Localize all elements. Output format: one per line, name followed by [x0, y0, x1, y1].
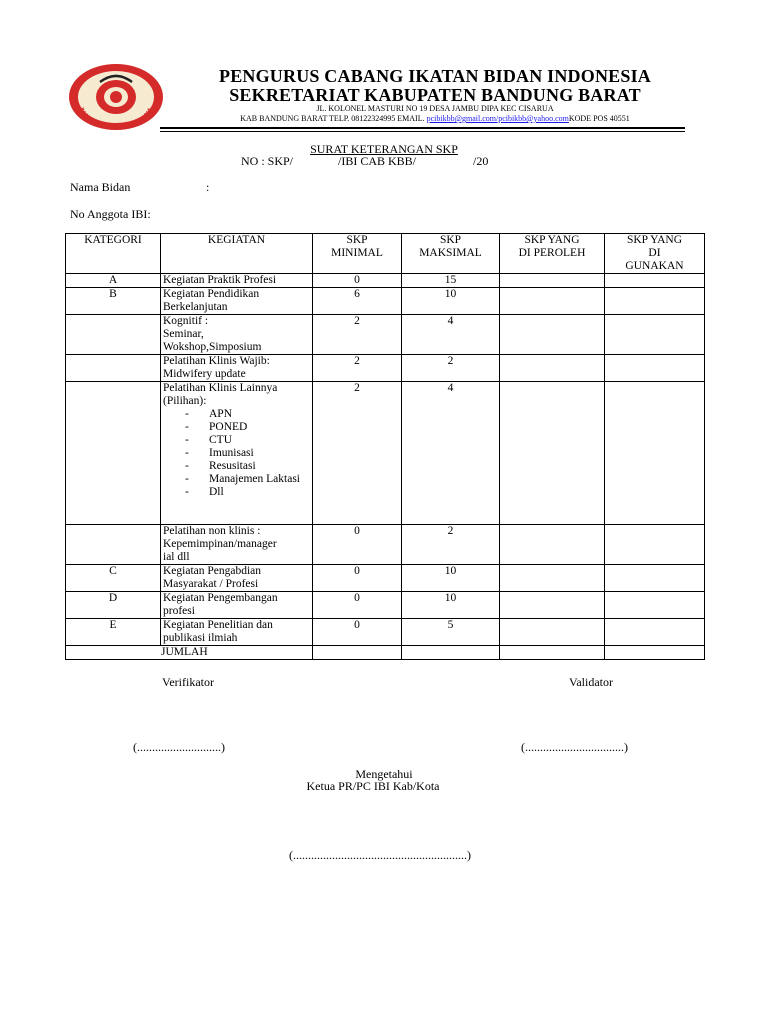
total-digunakan[interactable] — [605, 646, 705, 660]
document-number-year: /20 — [473, 154, 489, 168]
header-kegiatan: KEGIATAN — [161, 234, 313, 274]
cell-diperoleh[interactable] — [500, 274, 605, 288]
cell-digunakan[interactable] — [605, 382, 705, 525]
list-item: - CTU — [185, 434, 310, 447]
cell-kategori — [66, 382, 161, 525]
cell-minimal: 2 — [313, 382, 402, 525]
logo-ring-text: IKATAN BIDAN INDONESIA — [77, 106, 155, 132]
cell-kategori — [66, 525, 161, 565]
cell-kategori: C — [66, 565, 161, 592]
pilihan-list — [163, 408, 310, 499]
nama-bidan-colon: : — [206, 180, 210, 194]
cell-digunakan[interactable] — [605, 355, 705, 382]
verifikator-label: Verifikator — [162, 675, 214, 689]
header-rule-thick — [160, 127, 685, 129]
org-name-line1: PENGURUS CABANG IKATAN BIDAN INDONESIA — [219, 66, 651, 86]
cell-diperoleh[interactable] — [500, 382, 605, 525]
ibi-logo — [66, 62, 166, 132]
cell-minimal: 0 — [313, 274, 402, 288]
table-row — [66, 525, 705, 565]
nama-bidan-label: Nama Bidan — [70, 180, 131, 194]
total-row — [66, 646, 705, 660]
validator-label: Validator — [569, 675, 613, 689]
cell-maksimal: 4 — [402, 315, 500, 355]
cell-digunakan[interactable] — [605, 619, 705, 646]
cell-maksimal: 10 — [402, 592, 500, 619]
total-minimal — [313, 646, 402, 660]
cell-diperoleh[interactable] — [500, 315, 605, 355]
cell-kategori — [66, 355, 161, 382]
address-line2 — [170, 114, 700, 123]
header-kategori: KATEGORI — [66, 234, 161, 274]
table-row — [66, 619, 705, 646]
total-maksimal — [402, 646, 500, 660]
postal-code: KODE POS 40551 — [568, 114, 630, 123]
cell-kategori: A — [66, 274, 161, 288]
cell-kegiatan: Kegiatan Pengabdian Masyarakat / Profesi — [161, 565, 313, 592]
cell-digunakan[interactable] — [605, 565, 705, 592]
list-item: - Dll — [185, 486, 310, 499]
cell-kegiatan: Kegiatan Praktik Profesi — [161, 274, 313, 288]
table-row — [66, 382, 705, 525]
email-link[interactable]: pcibikbb@gmail.com/pcibikbb@yahoo.com — [426, 114, 569, 123]
table-row — [66, 288, 705, 315]
cell-kategori — [66, 315, 161, 355]
cell-maksimal: 4 — [402, 382, 500, 525]
address-contact: KAB BANDUNG BARAT TELP. 08122324995 EMAIL. — [240, 114, 427, 123]
cell-minimal: 0 — [313, 619, 402, 646]
cell-maksimal: 2 — [402, 355, 500, 382]
skp-table — [65, 233, 705, 660]
total-label: JUMLAH — [66, 646, 313, 660]
ketua-label: Ketua PR/PC IBI Kab/Kota — [306, 779, 440, 793]
list-item: - APN — [185, 408, 310, 421]
cell-kegiatan: Kegiatan Pengembangan profesi — [161, 592, 313, 619]
document-title: SURAT KETERANGAN SKP — [310, 142, 458, 156]
table-row — [66, 592, 705, 619]
cell-maksimal: 2 — [402, 525, 500, 565]
cell-minimal: 0 — [313, 565, 402, 592]
header-skp-maksimal: SKP MAKSIMAL — [402, 234, 500, 274]
table-header-row — [66, 234, 705, 274]
header-skp-diperoleh: SKP YANG DI PEROLEH — [500, 234, 605, 274]
header-skp-digunakan: SKP YANG DI GUNAKAN — [605, 234, 705, 274]
table-row — [66, 355, 705, 382]
ketua-signature-line: (..........................................................) — [289, 848, 471, 862]
cell-digunakan[interactable] — [605, 592, 705, 619]
cell-kategori: D — [66, 592, 161, 619]
cell-kegiatan: Kegiatan Penelitian dan publikasi ilmiah — [161, 619, 313, 646]
ibi-logo-icon — [66, 62, 166, 132]
table-row — [66, 274, 705, 288]
cell-diperoleh[interactable] — [500, 355, 605, 382]
cell-kegiatan: Pelatihan Klinis Wajib: Midwifery update — [161, 355, 313, 382]
address-line1: JL. KOLONEL MASTURI NO 19 DESA JAMBU DIPA KEC CISARUA — [316, 104, 554, 113]
document-number-prefix: NO : SKP/ — [241, 154, 294, 168]
validator-signature-line: (.................................) — [521, 740, 628, 754]
cell-minimal: 0 — [313, 525, 402, 565]
cell-kategori: E — [66, 619, 161, 646]
cell-kegiatan: Pelatihan non klinis : Kepemimpinan/manager ial dll — [161, 525, 313, 565]
verifikator-signature-line: (............................) — [133, 740, 225, 754]
cell-maksimal: 10 — [402, 565, 500, 592]
cell-kegiatan: Kegiatan Pendidikan Berkelanjutan — [161, 288, 313, 315]
list-item: - Resusitasi — [185, 460, 310, 473]
header-rule-thin — [160, 131, 685, 132]
cell-kategori: B — [66, 288, 161, 315]
org-name-line2: SEKRETARIAT KABUPATEN BANDUNG BARAT — [229, 85, 641, 105]
table-row — [66, 315, 705, 355]
cell-maksimal: 5 — [402, 619, 500, 646]
cell-diperoleh[interactable] — [500, 619, 605, 646]
cell-digunakan[interactable] — [605, 525, 705, 565]
no-anggota-label: No Anggota IBI: — [70, 207, 151, 221]
mengetahui-label: Mengetahui — [355, 767, 413, 781]
cell-minimal: 2 — [313, 315, 402, 355]
cell-digunakan[interactable] — [605, 315, 705, 355]
cell-diperoleh[interactable] — [500, 288, 605, 315]
list-item: - Manajemen Laktasi — [185, 473, 310, 486]
cell-minimal: 6 — [313, 288, 402, 315]
list-item: - Imunisasi — [185, 447, 310, 460]
document-number-middle: /IBI CAB KBB/ — [338, 154, 417, 168]
list-item: - PONED — [185, 421, 310, 434]
cell-diperoleh[interactable] — [500, 592, 605, 619]
cell-maksimal: 10 — [402, 288, 500, 315]
cell-digunakan[interactable] — [605, 288, 705, 315]
cell-diperoleh[interactable] — [500, 525, 605, 565]
cell-diperoleh[interactable] — [500, 565, 605, 592]
cell-kegiatan: Pelatihan Klinis Lainnya (Pilihan): - APN - PONED - CTU - Imunisasi - Resusitasi - Manajemen Laktasi - Dll — [161, 382, 313, 525]
table-row — [66, 565, 705, 592]
cell-maksimal: 15 — [402, 274, 500, 288]
header-skp-minimal: SKP MINIMAL — [313, 234, 402, 274]
cell-digunakan[interactable] — [605, 274, 705, 288]
total-diperoleh[interactable] — [500, 646, 605, 660]
cell-kegiatan: Kognitif : Seminar, Wokshop,Simposium — [161, 315, 313, 355]
cell-minimal: 0 — [313, 592, 402, 619]
cell-minimal: 2 — [313, 355, 402, 382]
